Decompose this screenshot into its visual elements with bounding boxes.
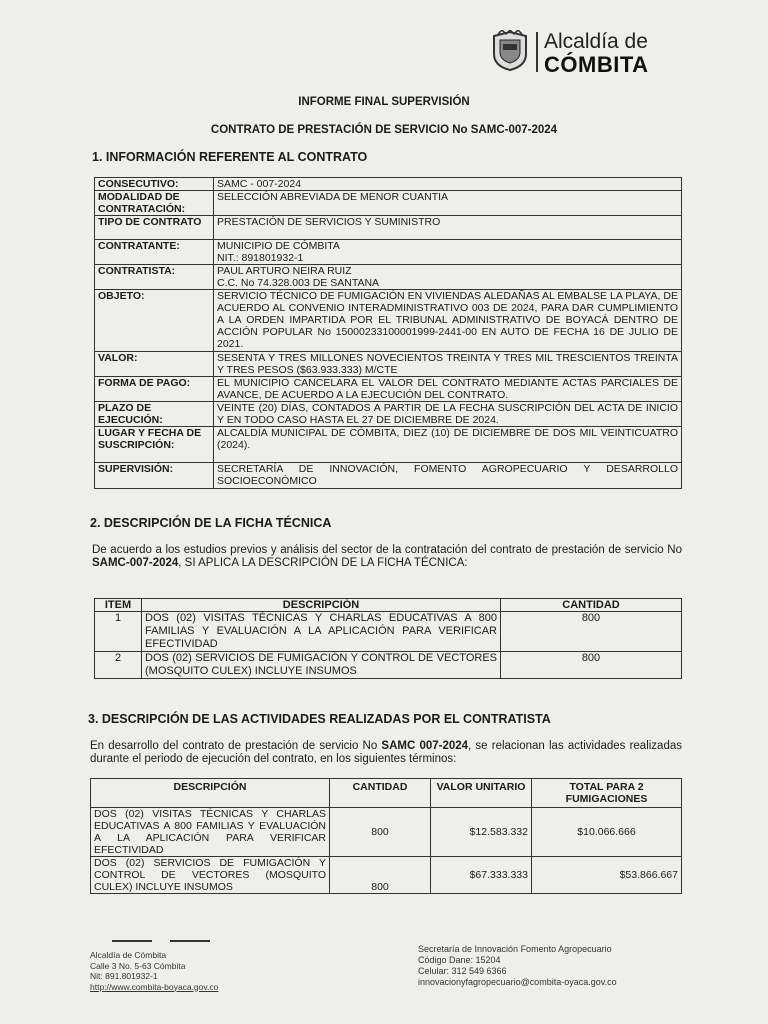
footer-divider	[170, 940, 210, 942]
act-desc: DOS (02) VISITAS TÉCNICAS Y CHARLAS EDUCATIVAS A 800 FAMILIAS Y EVALUACIÓN A LA APLICACIÓN PARA VERIFICAR EFECTIVIDAD	[91, 808, 330, 857]
info-value: SAMC - 007-2024	[214, 178, 682, 191]
info-row	[95, 240, 682, 265]
info-key: VALOR:	[95, 352, 214, 377]
info-key: CONTRATANTE:	[95, 240, 214, 265]
header-logo	[488, 28, 688, 78]
act-header-cantidad: CANTIDAD	[330, 779, 431, 808]
section2-para-post: , SI APLICA LA DESCRIPCIÓN DE LA FICHA TÉCNICA:	[178, 557, 468, 569]
section3-para-pre: En desarrollo del contrato de prestación de servicio No	[90, 740, 382, 752]
section3-paragraph	[90, 740, 682, 766]
info-row	[95, 265, 682, 290]
act-cant: 800	[330, 857, 431, 894]
ficha-cant: 800	[501, 612, 682, 652]
footer-address: Calle 3 No. 5-63 Cómbita	[90, 960, 186, 971]
info-value: PAUL ARTURO NEIRA RUIZ C.C. No 74.328.003 DE SANTANA	[214, 265, 682, 290]
act-total: $53.866.667	[532, 857, 682, 894]
info-key: OBJETO:	[95, 290, 214, 352]
info-value: PRESTACIÓN DE SERVICIOS Y SUMINISTRO	[214, 216, 682, 240]
act-header-total: TOTAL PARA 2 FUMIGACIONES	[532, 779, 682, 808]
info-value: ALCALDÍA MUNICIPAL DE CÓMBITA, DIEZ (10) DE DICIEMBRE DE DOS MIL VEINTICUATRO (2024).	[214, 427, 682, 463]
act-header-valor-unitario: VALOR UNITARIO	[431, 779, 532, 808]
logo-divider	[536, 32, 538, 72]
section1-heading: 1. INFORMACIÓN REFERENTE AL CONTRATO	[92, 150, 368, 164]
info-key: CONSECUTIVO:	[95, 178, 214, 191]
act-unit: $67.333.333	[431, 857, 532, 894]
section3-heading: 3. DESCRIPCIÓN DE LAS ACTIVIDADES REALIZADAS POR EL CONTRATISTA	[88, 712, 551, 726]
ficha-header-item: ITEM	[95, 599, 142, 612]
info-key: LUGAR Y FECHA DE SUSCRIPCIÓN:	[95, 427, 214, 463]
footer-email-link[interactable]: innovacionyfagropecuario@combita-oyaca.gov.co	[418, 977, 617, 987]
info-row	[95, 402, 682, 427]
table-row	[95, 612, 682, 652]
info-key: CONTRATISTA:	[95, 265, 214, 290]
document-title: INFORME FINAL SUPERVISIÓN	[298, 96, 470, 108]
info-row	[95, 178, 682, 191]
info-value: SELECCIÓN ABREVIADA DE MENOR CUANTIA	[214, 191, 682, 216]
ficha-desc: DOS (02) VISITAS TÉCNICAS Y CHARLAS EDUCATIVAS A 800 FAMILIAS Y EVALUACIÓN A LA APLICACIÓN PARA VERIFICAR EFECTIVIDAD	[142, 612, 501, 652]
info-row	[95, 427, 682, 463]
info-row	[95, 463, 682, 489]
act-unit: $12.583.332	[431, 808, 532, 857]
section2-para-pre: De acuerdo a los estudios previos y análisis del sector de la contratación del contrato de prestación de servicio No	[92, 544, 682, 556]
footer-secretaria: Secretaría de Innovación Fomento Agropecuario	[418, 944, 612, 954]
footer-left	[90, 950, 218, 992]
municipal-seal-icon	[492, 30, 528, 72]
footer-right	[418, 944, 617, 988]
table-row	[95, 652, 682, 679]
act-total: $10.066.666	[532, 808, 682, 857]
footer-org: Alcaldía de Cómbita	[90, 950, 167, 960]
activities-table	[90, 778, 682, 894]
info-row	[95, 290, 682, 352]
ficha-item: 1	[95, 612, 142, 652]
ficha-desc: DOS (02) SERVICIOS DE FUMIGACIÓN Y CONTROL DE VECTORES (MOSQUITO CULEX) INCLUYE INSUMOS	[142, 652, 501, 679]
info-value: SECRETARÍA DE INNOVACIÓN, FOMENTO AGROPECUARIO Y DESARROLLO SOCIOECONÓMICO	[214, 463, 682, 489]
brand-line2: CÓMBITA	[544, 52, 649, 77]
info-row	[95, 377, 682, 402]
ficha-cant: 800	[501, 652, 682, 679]
ficha-item: 2	[95, 652, 142, 679]
section3-contract-no: SAMC 007-2024	[381, 740, 469, 752]
brand-line1: Alcaldía de	[544, 30, 648, 53]
ficha-header-descripcion: DESCRIPCIÓN	[142, 599, 501, 612]
footer-nit: Nit: 891.801932-1	[90, 971, 158, 981]
table-row	[91, 857, 682, 894]
info-key: MODALIDAD DE CONTRATACIÓN:	[95, 191, 214, 216]
table-row	[91, 808, 682, 857]
section2-paragraph	[92, 544, 682, 570]
contract-info-table	[94, 177, 682, 489]
section2-contract-no: SAMC-007-2024	[92, 557, 179, 569]
act-desc: DOS (02) SERVICIOS DE FUMIGACIÓN Y CONTROL DE VECTORES (MOSQUITO CULEX) INCLUYE INSUMOS	[91, 857, 330, 894]
ficha-header-cantidad: CANTIDAD	[501, 599, 682, 612]
footer-dane: Código Dane: 15204	[418, 955, 501, 965]
info-row	[95, 191, 682, 216]
section2-heading: 2. DESCRIPCIÓN DE LA FICHA TÉCNICA	[90, 516, 332, 530]
info-key: PLAZO DE EJECUCIÓN:	[95, 402, 214, 427]
info-key: TIPO DE CONTRATO	[95, 216, 214, 240]
footer-website-link[interactable]: http://www.combita-boyaca.gov.co	[90, 981, 219, 992]
footer-phone: Celular: 312 549 6366	[418, 966, 507, 976]
act-cant: 800	[330, 808, 431, 857]
info-value: EL MUNICIPIO CANCELARA EL VALOR DEL CONTRATO MEDIANTE ACTAS PARCIALES DE AVANCE, DE ACUERDO A LA EJECUCIÓN DEL CONTRATO.	[214, 377, 682, 402]
info-key: FORMA DE PAGO:	[95, 377, 214, 402]
document-subtitle: CONTRATO DE PRESTACIÓN DE SERVICIO No SAMC-007-2024	[210, 124, 558, 136]
info-key: SUPERVISIÓN:	[95, 463, 214, 489]
info-value: VEINTE (20) DÍAS, CONTADOS A PARTIR DE LA FECHA SUSCRIPCIÓN DEL ACTA DE INICIO Y EN TODO CASO HASTA EL 27 DE DICIEMBRE DE 2024.	[214, 402, 682, 427]
act-header-descripcion: DESCRIPCIÓN	[91, 779, 330, 808]
section3-para-post: , se relacionan las actividades realizadas durante el periodo de ejecución del contrato, en los siguientes términos:	[90, 740, 682, 765]
info-row	[95, 216, 682, 240]
info-value: SESENTA Y TRES MILLONES NOVECIENTOS TREINTA Y TRES MIL TRESCIENTOS TREINTA Y TRES PESOS ($63.933.333) M/CTE	[214, 352, 682, 377]
info-value: SERVICIO TÉCNICO DE FUMIGACIÓN EN VIVIENDAS ALEDAÑAS AL EMBALSE LA PLAYA, DE ACUERDO AL CONVENIO INTERADMINISTRATIVO 003 DE 2024, PARA DAR CUMPLIMIENTO A LA ORDEN IMPARTIDA POR EL TRIBUNAL ADMINISTRATIVO DE BOYACÁ DENTRO DE ACCIÓN POPULAR No 15000233100001999-2441-00 EN AUTO DE FECHA 16 DE JULIO DE 2021.	[214, 290, 682, 352]
footer-divider	[112, 940, 152, 942]
info-row	[95, 352, 682, 377]
info-value: MUNICIPIO DE CÓMBITA NIT.: 891801932-1	[214, 240, 682, 265]
ficha-tecnica-table	[94, 598, 682, 679]
